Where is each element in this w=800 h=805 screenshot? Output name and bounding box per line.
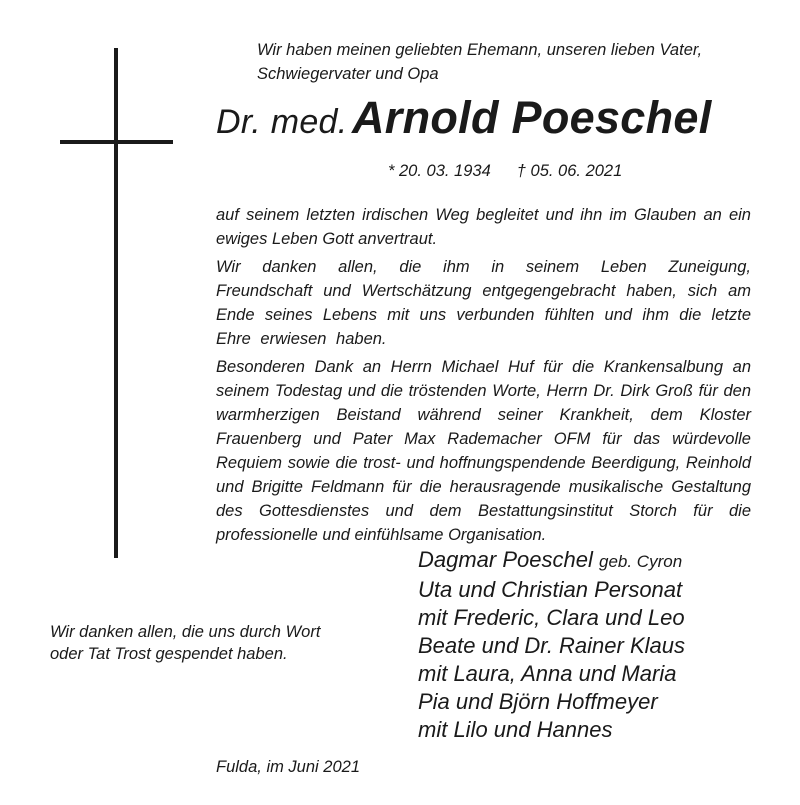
intro-line-2: Schwiegervater und Opa: [257, 65, 439, 83]
place-and-date: Fulda, im Juni 2021: [216, 758, 360, 776]
family-3-parents: Pia und Björn Hoffmeyer: [418, 689, 658, 714]
death-date: † 05. 06. 2021: [516, 162, 623, 180]
family-1-children: mit Frederic, Clara und Leo: [418, 605, 685, 630]
cross-vertical-bar: [114, 48, 118, 558]
mourner-entry-family-3: [418, 688, 788, 744]
mourners-list: [418, 546, 788, 744]
deceased-name: Arnold Poeschel: [351, 92, 712, 143]
family-2-parents: Beate und Dr. Rainer Klaus: [418, 633, 685, 658]
short-thanks-line-2: oder Tat Trost gespendet haben.: [50, 645, 288, 663]
academic-title: Dr. med.: [216, 103, 348, 141]
intro-text: [257, 38, 757, 86]
widow-maiden-name: geb. Cyron: [599, 552, 683, 571]
life-dates: [388, 160, 708, 182]
body-text: [216, 203, 751, 551]
mourner-entry-family-2: [418, 632, 788, 688]
paragraph-funeral: auf seinem letzten irdischen Weg begleitet und ihn im Glauben an ein ewiges Leben Gott anvertraut.: [216, 206, 751, 248]
short-thanks: [50, 621, 380, 665]
family-3-children: mit Lilo und Hannes: [418, 717, 613, 742]
cross-horizontal-bar: [60, 140, 173, 144]
short-thanks-line-1: Wir danken allen, die uns durch Wort: [50, 623, 321, 641]
paragraph-thanks: Wir danken allen, die ihm in seinem Leben Zuneigung, Freundschaft und Wertschätzung entgegengebracht haben, sich am Ende seines Lebens mit uns verbunden fühlten und ihm die letzte Ehre erwiesen haben.: [216, 258, 751, 348]
paragraph-special-thanks: Besonderen Dank an Herrn Michael Huf für die Krankensalbung an seinem Todestag und die tröstenden Worte, Herrn Dr. Dirk Groß für den warmherzigen Beistand während seiner Krankheit, dem Kloster Frauenberg und Pater Max Rademacher OFM für das würdevolle Requiem sowie die trost- und hoffnungspendende Beerdigung, Reinhold und Brigitte Feldmann für die herausragende musikalische Gestaltung des Gottesdienstes und dem Bestattungsinstitut Storch für die professionelle und einfühlsame Organisation.: [216, 358, 751, 544]
mourner-entry-widow: [418, 546, 788, 576]
birth-date: * 20. 03. 1934: [388, 162, 491, 180]
intro-line-1: Wir haben meinen geliebten Ehemann, unseren lieben Vater,: [257, 41, 703, 59]
family-2-children: mit Laura, Anna und Maria: [418, 661, 677, 686]
mourner-entry-family-1: [418, 576, 788, 632]
widow-name: Dagmar Poeschel: [418, 547, 593, 572]
family-1-parents: Uta und Christian Personat: [418, 577, 683, 602]
deceased-name-heading: [216, 92, 776, 144]
